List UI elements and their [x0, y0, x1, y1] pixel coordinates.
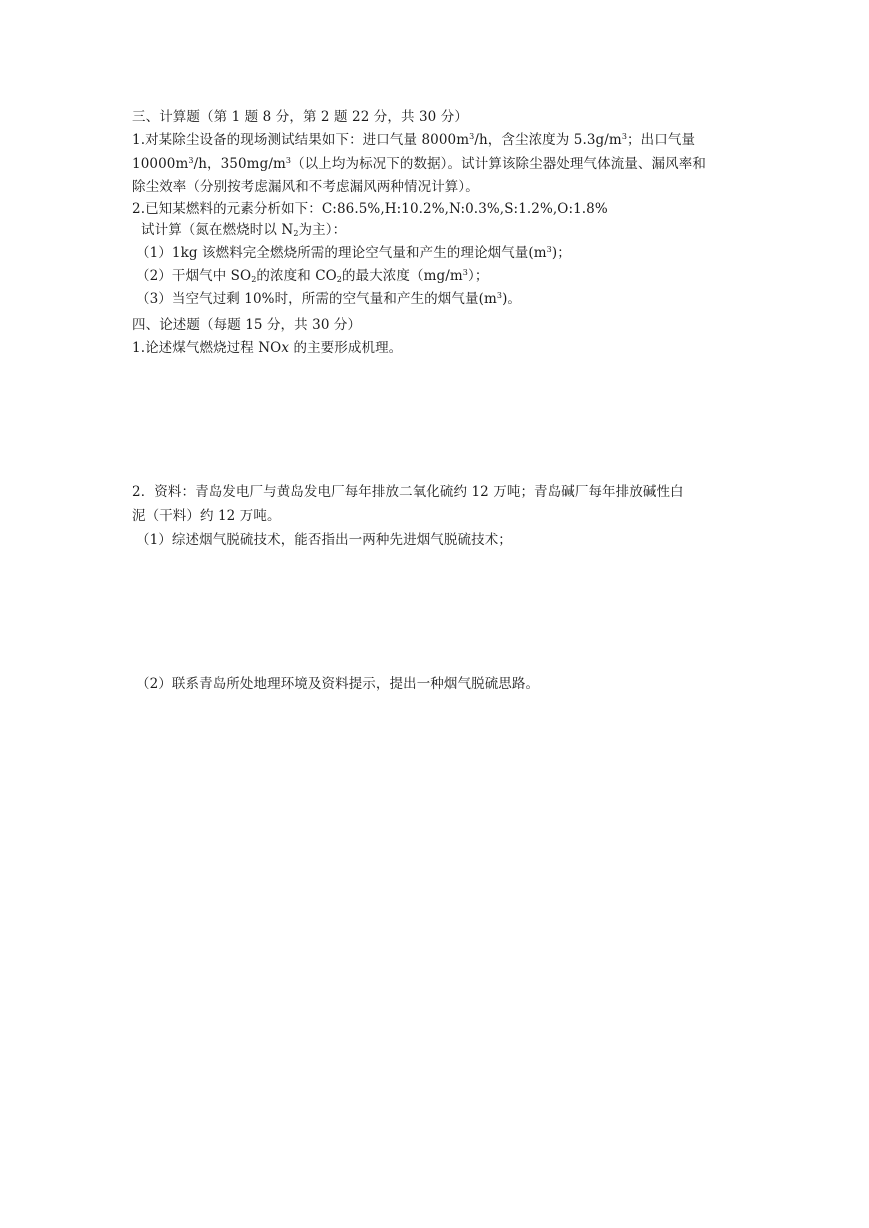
- s4-q2-line1: 2．资料：青岛发电厂与黄岛发电厂每年排放二氧化硫约 12 万吨；青岛碱厂每年排放碱性白: [132, 484, 684, 500]
- section3-heading: 三、计算题（第 1 题 8 分，第 2 题 22 分，共 30 分）: [132, 109, 468, 125]
- q1-line3: 除尘效率（分别按考虑漏风和不考虑漏风两种情况计算）。: [132, 179, 479, 195]
- section4-heading: 四、论述题（每题 15 分，共 30 分）: [132, 317, 362, 333]
- s4-q1: 1.论述煤气燃烧过程 NOx 的主要形成机理。: [132, 340, 403, 356]
- q2-part2: （2）干烟气中 $SO_2$的浓度和 $CO_2$的最大浓度$(mg/m^3)$；: [136, 268, 489, 284]
- q1-line1: 1.对某除尘设备的现场测试结果如下：进口气量 $8000m^3/h$，含尘浓度为 $5.3g/m^3$；出口气量: [132, 132, 696, 148]
- s4-q2-part1: （1）综述烟气脱硫技术，能否指出一两种先进烟气脱硫技术；: [136, 532, 512, 548]
- q2-part3: （3）当空气过剩 10%时，所需的空气量和产生的烟气量$(m^3)$。: [136, 291, 522, 307]
- s4-q2-line2: 泥（干料）约 12 万吨。: [132, 508, 281, 524]
- s4-q2-part2: （2）联系青岛所处地理环境及资料提示，提出一种烟气脱硫思路。: [136, 676, 540, 692]
- q1-line2: $10000m^3/h$，$350mg/m^3$（以上均为标况下的数据）。试计算该除尘器处理气体流量、漏风率和: [132, 156, 706, 172]
- q2-line1: 2.已知某燃料的元素分析如下：C:86.5%,H:10.2%,N:0.3%,S:1.2%,O:1.8%: [132, 201, 608, 217]
- q2-part1: （1）1kg 该燃料完全燃烧所需的理论空气量和产生的理论烟气量$(m^3)$；: [136, 245, 571, 261]
- q2-line2: 试计算（氮在燃烧时以 $N_2$为主）：: [141, 222, 347, 238]
